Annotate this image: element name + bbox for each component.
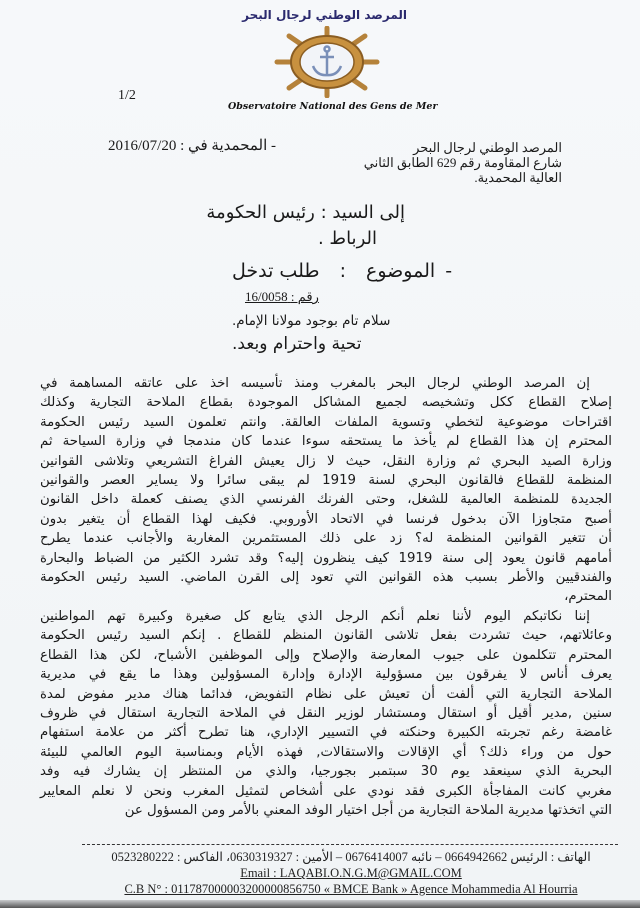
body-line: الجديدة للمنظمة العالمية للشغل، وحتى الفرنك الفرنسي الذي يصنف كعملة داخل القانون bbox=[40, 492, 612, 508]
body-paragraph bbox=[40, 374, 612, 607]
body-line: أصبح متجاوزا الآن بدخول فرنسا في الاتحاد الأوروبي. فكيف لهذا القطاع أن يتغير بدون bbox=[40, 511, 612, 527]
greeting-respect: تحية واحترام وبعد. bbox=[232, 334, 362, 354]
body-line: غامضة رغم تجربته الكبيرة وحنكته في التسيير الإداري، هنا تطرح أكثر من علامة استفهام bbox=[40, 725, 612, 741]
recipient bbox=[200, 200, 405, 252]
subject-dash: - bbox=[445, 260, 453, 282]
body-line: والفندقيين والأطر بسبب هذه القوانين التي تعود إلى القرن الماضي. السيد رئيس الحكومة bbox=[40, 570, 612, 586]
body-line: المحترم، bbox=[564, 589, 612, 605]
footer-bank-account: C.B N° : 011787000003200000856750 « BMCE Bank » Agence Mohammedia Al Hourria bbox=[124, 882, 578, 896]
body-line: أن تتغير القوانين المنظمة له؟ زد على ذلك المستثمرين المغاربة والأجانب عندما يطرح bbox=[40, 531, 612, 547]
logo-french-text: Observatoire National des Gens de Mer bbox=[228, 101, 438, 112]
body-line: اقتراحات موضوعية لتخطي وتسوية الملفات العالقة. وانتم تعلمون السيد رئيس الحكومة bbox=[40, 414, 612, 430]
recipient-title: إلى السيد : رئيس الحكومة bbox=[206, 202, 405, 223]
sender-line: العالية المحمدية. bbox=[474, 170, 562, 185]
footer-divider bbox=[82, 844, 618, 845]
date-value: 2016/07/20 bbox=[108, 138, 177, 154]
sender-address bbox=[364, 140, 562, 185]
footer-email: Email : LAQABI.O.N.G.M@GMAIL.COM bbox=[240, 866, 462, 880]
body-line: المنظمة للقطاع فالقانون البحري لسنة 1919 لم يبقى سائرا ولا يساير العصر والقوانين bbox=[40, 473, 612, 489]
logo-arabic-text: المرصد الوطني لرجال البحر bbox=[242, 8, 407, 22]
page-number: 1/2 bbox=[118, 88, 136, 103]
sender-line: شارع المقاومة رقم 629 الطابق الثاني bbox=[363, 155, 562, 170]
reference-value: 16/0058 bbox=[245, 289, 288, 304]
recipient-city: الرباط . bbox=[317, 228, 377, 249]
letter-body bbox=[40, 374, 612, 820]
body-line: إصلاح القطاع ككل وتشخيصه لجميع المشاكل الموجودة بقطاع الملاحة التجارية وكذلك bbox=[40, 395, 612, 411]
body-paragraph bbox=[40, 607, 612, 820]
reference-label: رقم : bbox=[290, 289, 319, 304]
body-line: وزارة الصيد البحري ثم وزارة النقل، حيث لا زال يعيش الفراغ التشريعي وتلاشى القوانين bbox=[40, 453, 612, 469]
letterhead-footer bbox=[82, 849, 620, 897]
body-line: مغربي كانت المفاجأة الكبرى فقد نودي على أشخاص لتمثيل المغرب ونحن لا نعلم المعايير bbox=[40, 783, 612, 799]
body-line: يعرف أناس لا يفرقون بين مسؤولية الإدارة وإدارة المسؤولين وهذا ما يقع في مديرية bbox=[40, 667, 612, 683]
ship-wheel-anchor-logo bbox=[262, 26, 392, 98]
body-line: سنين ,مدير أقيل أو استقال ومستشار لوزير النقل في الملاحة التجارية استقال في ظروف bbox=[40, 705, 612, 721]
body-line: المحترم إن هذا القطاع لم يأخذ ما يستحقه سوءا عندما كان مندمجا في وزارة السياحة ثم bbox=[40, 434, 612, 450]
footer-phones: الهاتف : الرئيس 0664942662 – نائبه 0676414007 – الأمين : 0630319327، الفاكس : 0523280222 bbox=[111, 850, 591, 864]
body-line: التي اتخذتها مديرية الملاحة التجارية من أجل اختيار الوفد المعني بالأمر ومن المسؤول عن bbox=[124, 802, 612, 818]
subject-value: طلب تدخل bbox=[232, 260, 320, 282]
body-line: البحرية الذي سينعقد يوم 30 سبتمبر بجورجيا، والذي من المنتظر إن يشارك فيه وفد bbox=[40, 764, 612, 780]
scan-edge-shadow bbox=[0, 900, 640, 908]
body-line: المحترم تتكلمون على جيوب المعارضة والإصلاح وإلى الموظفين الأشباح، لكن هذا القطاع bbox=[40, 647, 612, 663]
body-line: إننا نكاتبكم اليوم لأننا نعلم أنكم الرجل الذي يتابع كل صغيرة وكبيرة تهم المواطنين bbox=[40, 608, 590, 624]
body-line: إن المرصد الوطني لرجال البحر بالمغرب ومنذ تأسيسه اخذ على عاتقه المساهمة في bbox=[40, 376, 590, 391]
sender-line: المرصد الوطني لرجال البحر bbox=[413, 140, 562, 155]
reference-number bbox=[245, 289, 319, 304]
body-line: حول من وراء ذلك؟ أي الإقالات والاستقالات, فهذه الأيام وبمناسبة اليوم العالمي للبيئة bbox=[40, 744, 612, 760]
subject-label: الموضوع bbox=[366, 260, 436, 282]
greeting-salutation: سلام تام بوجود مولانا الإمام. bbox=[232, 313, 391, 329]
body-line: وعائلاتهم، حيث تشردت بفعل تلاشى القانون المنظم للقطاع . إنكم السيد رئيس الحكومة bbox=[40, 628, 612, 644]
subject-colon: : bbox=[339, 260, 346, 282]
date-label: - المحمدية في : bbox=[180, 138, 277, 154]
body-line: أمامهم قانون يعود إلى سنة 1919 كيف ينظرون إليه؟ وقد تشرد الكثير من الضباط والبحارة bbox=[40, 550, 612, 566]
body-line: الملاحة التجارية التي ألفت أن تعيش على نظام التفويض، فدائما هناك مدير مفوض لمدة bbox=[40, 686, 612, 702]
letter-date bbox=[108, 137, 276, 155]
subject-line bbox=[232, 259, 452, 283]
